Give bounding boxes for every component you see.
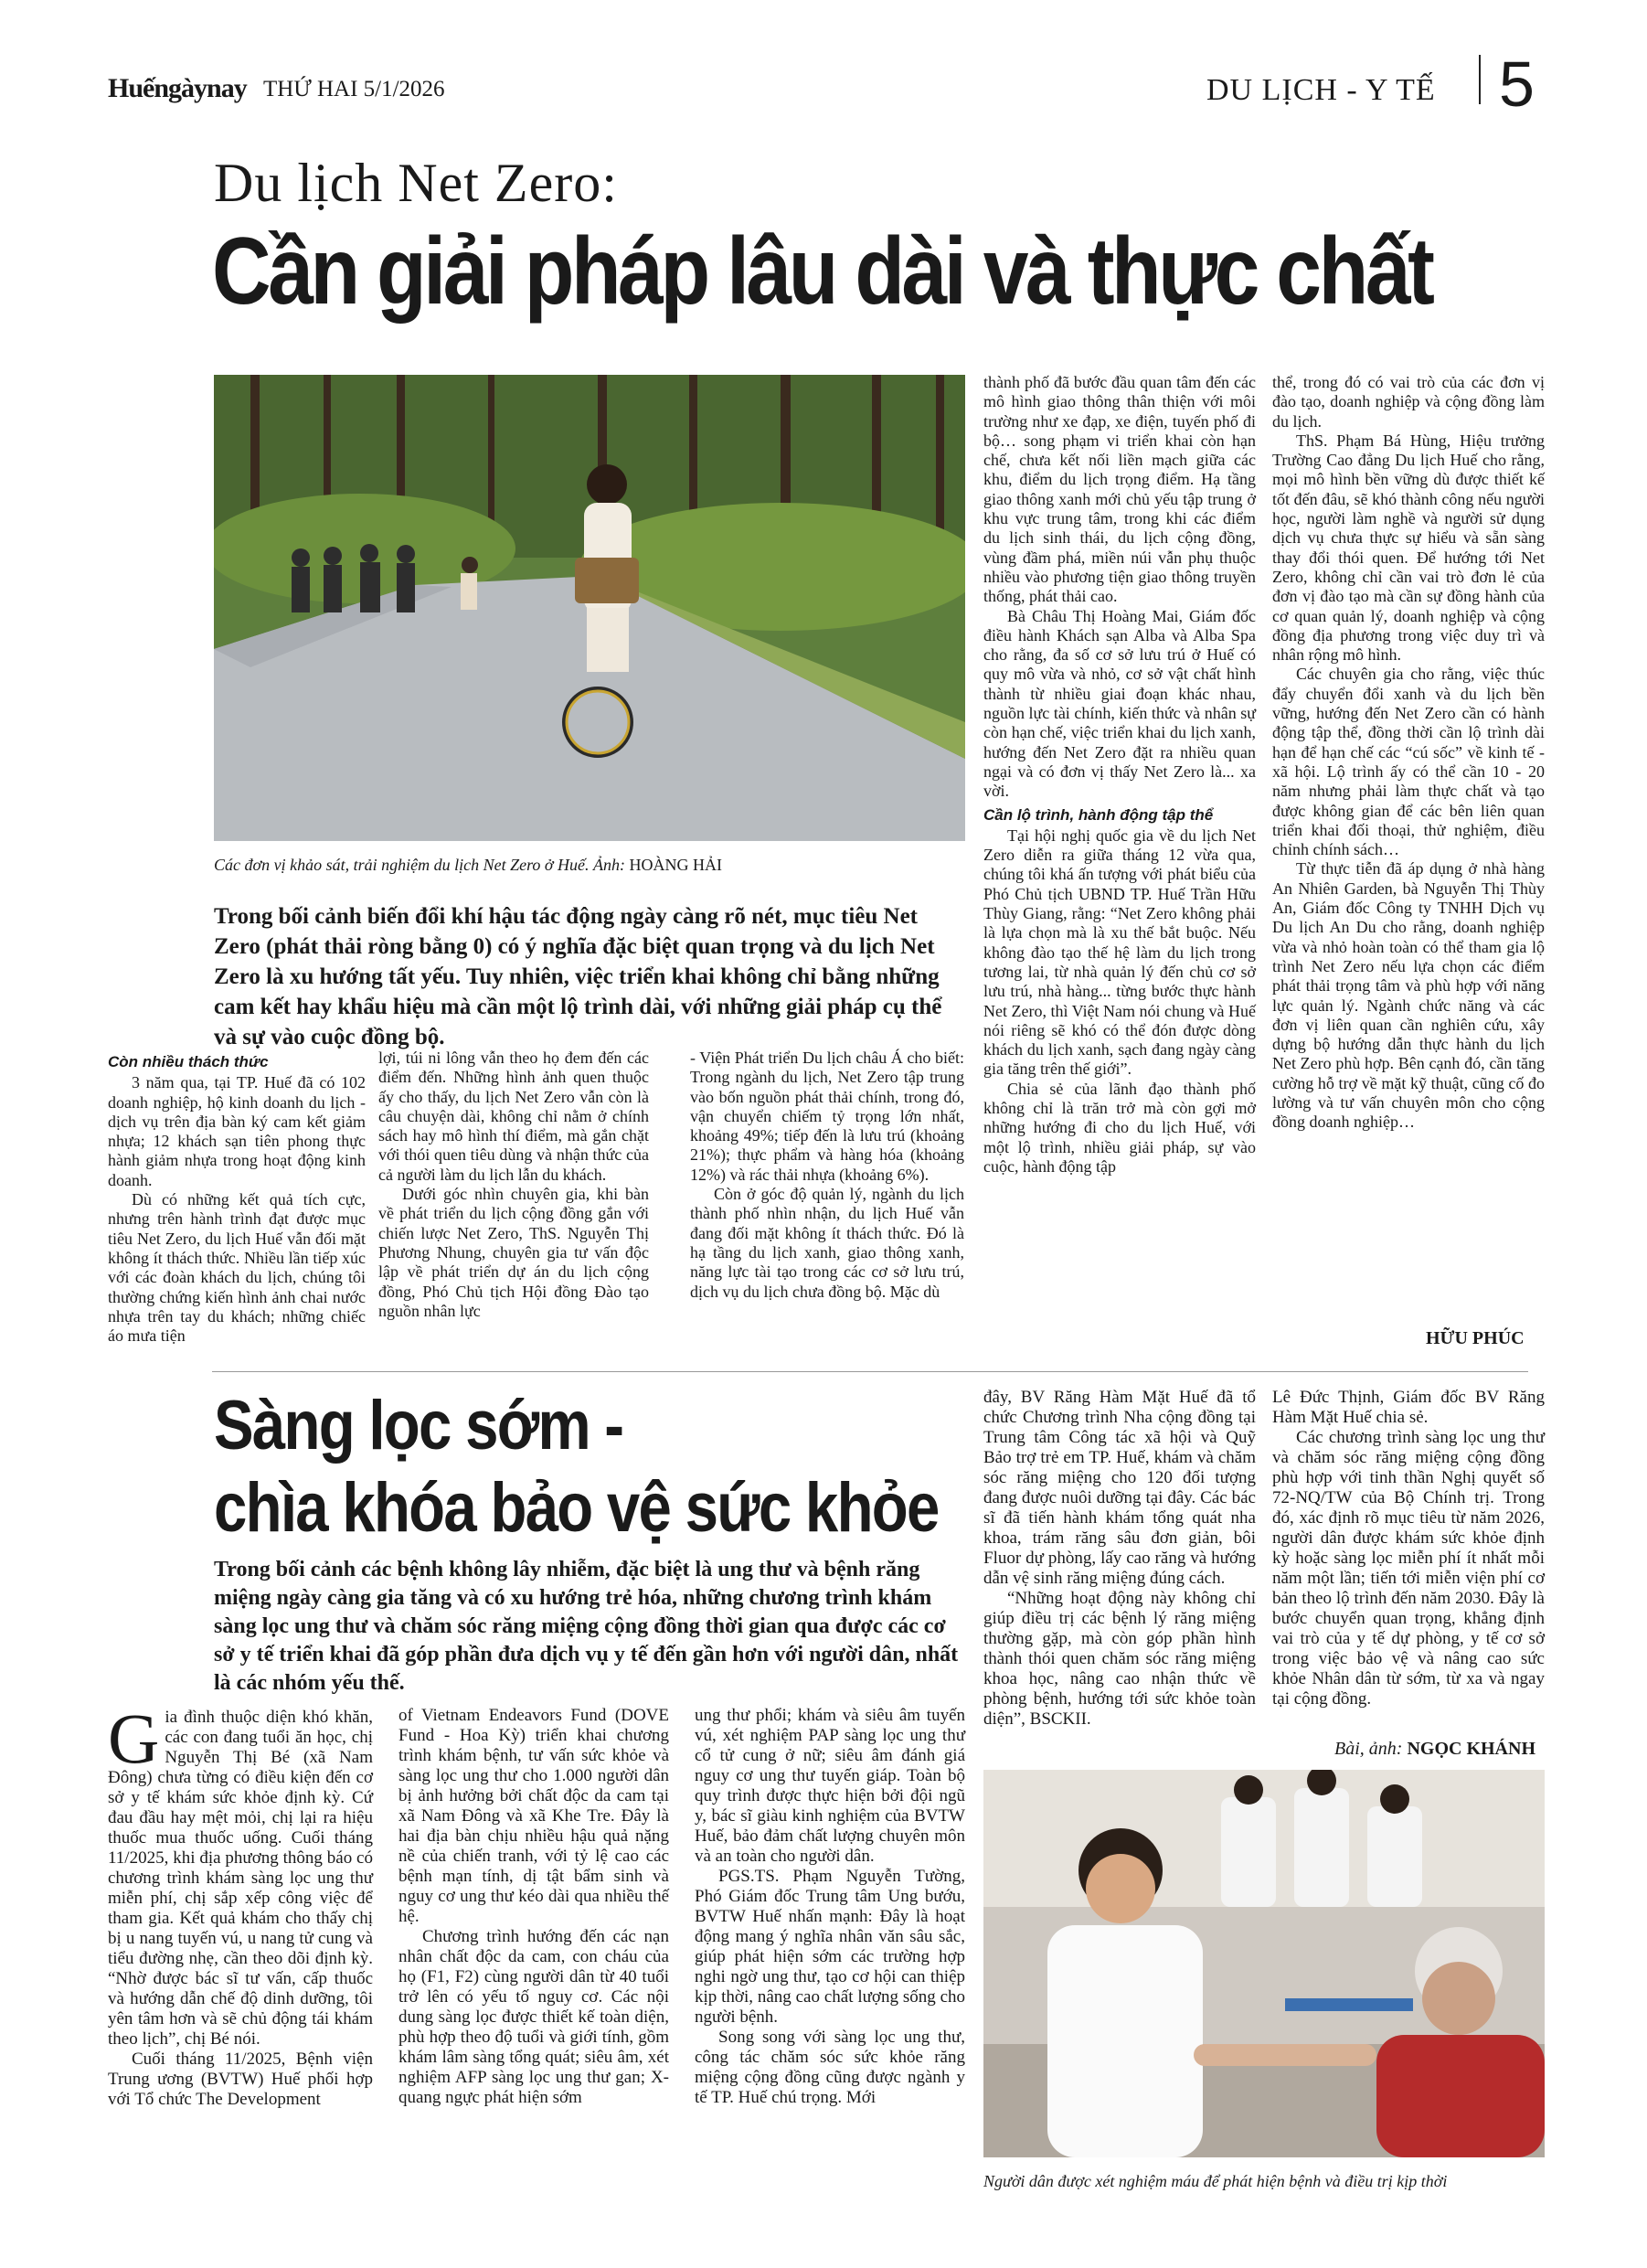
paragraph: 3 năm qua, tại TP. Huế đã có 102 doanh nghiệp, hộ kinh doanh du lịch - dịch vụ trên địa bàn ký cam kết giảm nhựa; 12 khách sạn tiên phong thực hành giảm nhựa trong hoạt động kinh doanh. xyxy=(108,1073,366,1189)
article-divider xyxy=(212,1371,1528,1372)
drop-cap: G xyxy=(108,1698,160,1778)
article2-photo-caption: Người dân được xét nghiệm máu để phát hiện bệnh và điều trị kịp thời xyxy=(983,2172,1448,2190)
article1-column-4 xyxy=(983,373,1256,1177)
paragraph: ThS. Phạm Bá Hùng, Hiệu trưởng Trường Cao đẳng Du lịch Huế cho rằng, mọi mô hình bền vững dù được thiết kế tốt đến đâu, sẽ khó thành công nếu người học, người làm nghề và người sử dụng dịch vụ chưa thực sự hiểu và sẵn sàng thay đổi thói quen. Để hướng tới Net Zero, không chỉ cần vai trò đơn lẻ của đơn vị đào tạo mà cần sự đồng hành của cơ quan quản lý, doanh nghiệp và cộng đồng địa phương trong việc duy trì và nhân rộng mô hình. xyxy=(1272,431,1545,665)
byline-name: NGỌC KHÁNH xyxy=(1407,1739,1535,1759)
paragraph: Tại hội nghị quốc gia về du lịch Net Zero diễn ra giữa tháng 12 vừa qua, chúng tôi khá ấn tượng với phát biểu của Phó Chủ tịch UBND TP. Huế Trần Hữu Thùy Giang, rằng: “Net Zero không phải là lựa chọn mà là xu thế bắt buộc. Nếu không đào tạo thế hệ làm du lịch trong tương lai, từ nhà quản lý đến chủ cơ sở lưu trú, nhà hàng... từng bước thực hành Net Zero, thì Việt Nam nói chung và Huế nói riêng sẽ khó có thể đón được dòng khách du lịch xanh, sạch đang ngày càng gia tăng trên thế giới”. xyxy=(983,825,1257,1079)
article2-column-5 xyxy=(1272,1388,1545,1709)
masthead-logo: Huếngàynay xyxy=(108,73,247,103)
paragraph: Song song với sàng lọc ung thư, công tác chăm sóc sức khỏe răng miệng cộng đồng cũng được ngành y tế TP. Huế chú trọng. Mới xyxy=(695,2028,965,2107)
article1-byline: HỮU PHÚC xyxy=(1426,1328,1525,1348)
article2-lead: Trong bối cảnh các bệnh không lây nhiễm, đặc biệt là ung thư và bệnh răng miệng ngày càng gia tăng và có xu hướng trẻ hóa, những chương trình khám sàng lọc ung thư và chăm sóc răng miệng cộng đồng thời gian qua được các cơ sở y tế triển khai đã góp phần đưa dịch vụ y tế đến gần hơn với người dân, nhất là các nhóm yếu thế. xyxy=(214,1558,959,1695)
article2-photo xyxy=(983,1770,1545,2157)
article1-photo xyxy=(214,375,965,841)
byline-prefix: Bài, ảnh: xyxy=(1334,1739,1403,1759)
issue-date: THỨ HAI 5/1/2026 xyxy=(263,77,445,101)
paragraph: Dù có những kết quả tích cực, nhưng trên hành trình đạt được mục tiêu Net Zero, du lịch Huế vẫn đối mặt không ít thách thức. Nhiều lần tiếp xúc với các đoàn khách du lịch, chúng tôi thường chứng kiến hình ảnh chai nước nhựa trên tay du khách; những chiếc áo mưa tiện xyxy=(108,1190,366,1346)
article2-headline xyxy=(214,1385,939,1549)
paragraph: PGS.TS. Phạm Nguyễn Tường, Phó Giám đốc Trung tâm Ung bướu, BVTW Huế nhấn mạnh: Đây là hoạt động mang ý nghĩa nhân văn sâu sắc, giúp phát hiện sớm các trường hợp nghi ngờ ung thư, tạo cơ hội can thiệp kịp thời, nâng cao chất lượng sống cho người bệnh. xyxy=(695,1867,965,2027)
subhead-roadmap: Cần lộ trình, hành động tập thể xyxy=(983,805,1214,824)
paragraph: Các chuyên gia cho rằng, việc thúc đẩy chuyển đổi xanh và du lịch bền vững, hướng đến Net Zero cần có hành động tập thể, đồng thời cần lộ trình dài hạn để hạn chế các “cú sốc” về kinh tế - xã hội. Lộ trình ấy có thể cần 10 - 20 năm nhưng phải làm thực chất và tạo được không gian để các bên liên quan triển khai đối thoại, thử nghiệm, điều chỉnh chính sách… xyxy=(1272,665,1545,859)
article2-column-1 xyxy=(108,1698,373,2110)
paragraph: Còn ở góc độ quản lý, ngành du lịch thành phố nhìn nhận, du lịch Huế vẫn đang đối mặt không ít thách thức. Đó là hạ tầng du lịch xanh, giao thông xanh, năng lực tài tạo trong các cơ sở lưu trú, dịch vụ du lịch chưa đồng bộ. Mặc dù xyxy=(690,1185,964,1301)
paragraph: thành phố đã bước đầu quan tâm đến các mô hình giao thông thân thiện với môi trường như xe đạp, xe điện, tuyến phố đi bộ… song phạm vi triển khai còn hạn chế, chưa kết nối liền mạch giữa các khu, điểm du lịch trọng điểm. Hạ tầng giao thông xanh mới chủ yếu tập trung ở khu vực trung tâm, trong khi các điểm du lịch sinh thái, du lịch cộng đồng, vùng đầm phá, miền núi vẫn phụ thuộc nhiều vào phương tiện giao thông truyền thống, phát thải cao. xyxy=(983,373,1256,606)
subhead-challenges: Còn nhiều thách thức xyxy=(108,1053,269,1070)
paragraph: đây, BV Răng Hàm Mặt Huế đã tổ chức Chương trình Nha cộng đồng tại Trung tâm Công tác xã hội và Quỹ Bảo trợ trẻ em TP. Huế, khám và chăm sóc răng miệng cho 120 đối tượng đang được nuôi dưỡng tại đây. Các bác sĩ đã tiến hành khám tổng quát nha khoa, trám răng sâu đơn giản, bôi Fluor dự phòng, lấy cao răng và hướng dẫn vệ sinh răng miệng đúng cách. xyxy=(983,1388,1256,1588)
article2-column-4 xyxy=(983,1388,1256,1730)
paragraph: Cuối tháng 11/2025, Bệnh viện Trung ương (BVTW) Huế phối hợp với Tổ chức The Development xyxy=(108,2050,373,2109)
article1-column-5 xyxy=(1272,373,1545,1133)
article1-kicker: Du lịch Net Zero: xyxy=(214,153,618,213)
paragraph: lợi, túi ni lông vẫn theo họ đem đến các điểm đến. Những hình ảnh quen thuộc ấy cho thấy, du lịch Net Zero vẫn còn là câu chuyện dài, không chỉ nằm ở chính sách hay mô hình thí điểm, mà gắn chặt với thói quen tiêu dùng và nhận thức của cả người làm du lịch lẫn du khách. xyxy=(378,1049,649,1184)
article2-column-3 xyxy=(695,1706,965,2108)
headline-line-1: Sàng lọc sớm - xyxy=(214,1387,623,1464)
headline-line-2: chìa khóa bảo vệ sức khỏe xyxy=(214,1469,939,1547)
header-divider xyxy=(1479,55,1481,104)
article1-column-2 xyxy=(378,1049,649,1321)
paragraph: ung thư phổi; khám và siêu âm tuyến vú, xét nghiệm PAP sàng lọc ung thư cổ tử cung ở nữ; siêu âm đánh giá nguy cơ ung thư tuyến giáp. Toàn bộ quy trình được thực hiện bởi đội ngũ y, bác sĩ giàu kinh nghiệm của BVTW Huế, bảo đảm chất lượng chuyên môn và an toàn cho người dân. xyxy=(695,1706,965,1866)
paragraph: Các chương trình sàng lọc ung thư và chăm sóc răng miệng cộng đồng phù hợp với tinh thần Nghị quyết số 72-NQ/TW của Bộ Chính trị. Trong đó, xác định rõ mục tiêu từ năm 2026, người dân được khám sức khỏe định kỳ hoặc sàng lọc miễn phí ít nhất mỗi năm một lần; tiến tới miễn viện phí cơ bản theo lộ trình đến năm 2030. Đây là bước chuyển quan trọng, khẳng định vai trò của y tế dự phòng, y tế cơ sở trong việc bảo vệ và nâng cao sức khỏe Nhân dân từ sớm, từ xa và ngay tại cộng đồng. xyxy=(1272,1428,1545,1709)
paragraph: Bà Châu Thị Hoàng Mai, Giám đốc điều hành Khách sạn Alba và Alba Spa cho rằng, đa số cơ sở lưu trú ở Huế có quy mô vừa và nhỏ, cơ sở vật chất hình thành từ nhiều giai đoạn khác nhau, nguồn lực tài chính, kiến thức và nhân sự còn hạn chế, việc triển khai du lịch xanh, hướng đến Net Zero đặt ra nhiều quan ngại và có đơn vị thấy Net Zero là... xa vời. xyxy=(983,606,1256,801)
paragraph: Dưới góc nhìn chuyên gia, khi bàn về phát triển du lịch cộng đồng gắn với chiến lược Net Zero, ThS. Nguyễn Thị Phương Nhung, chuyên gia tư vấn độc lập về phát triển dự án du lịch cộng đồng, Phó Chủ tịch Hội đồng Đào tạo nguồn nhân lực xyxy=(378,1185,649,1320)
blood-test-illustration xyxy=(983,1770,1545,2157)
article1-column-3 xyxy=(690,1049,964,1302)
paragraph: ia đình thuộc diện khó khăn, các con đang tuổi ăn học, chị Nguyễn Thị Bé (xã Nam Đông) chưa từng có điều kiện đến cơ sở y tế khám sức khỏe định kỳ. Cứ đau đầu hay mệt mỏi, chị lại ra hiệu thuốc mua thuốc uống. Cuối tháng 11/2025, khi địa phương thông báo có chương trình khám sàng lọc ung thư miễn phí, chị sắp xếp công việc để tham gia. Kết quả khám cho thấy chị bị u nang tuyến vú, u nang tử cung và tiểu đường nhẹ, cần theo dõi định kỳ. “Nhờ được bác sĩ tư vấn, cấp thuốc và hướng dẫn chế độ dinh dưỡng, tôi yên tâm hơn và sẽ chủ động tái khám theo lịch”, chị Bé nói. xyxy=(108,1708,373,2049)
article2-column-2 xyxy=(398,1706,669,2108)
paragraph: “Những hoạt động này không chỉ giúp điều trị các bệnh lý răng miệng thường gặp, mà còn góp phần hình thành thói quen chăm sóc răng miệng khoa học, nâng cao nhận thức về phòng bệnh, hướng tới sức khỏe toàn diện”, BSCKII. xyxy=(983,1589,1256,1729)
paragraph: Lê Đức Thịnh, Giám đốc BV Răng Hàm Mặt Huế chia sẻ. xyxy=(1272,1388,1545,1427)
caption-text: Các đơn vị khảo sát, trải nghiệm du lịch Net Zero ở Huế. Ảnh: xyxy=(214,856,625,874)
section-label: DU LỊCH - Y TẾ xyxy=(1206,73,1436,107)
article1-column-1 xyxy=(108,1049,366,1346)
masthead xyxy=(108,73,247,104)
paragraph: Chia sẻ của lãnh đạo thành phố không chỉ là trăn trở mà còn gợi mở những hướng đi cho du lịch Huế, với một lộ trình, nhiều giải pháp, sự vào cuộc, hành động tập xyxy=(983,1079,1256,1176)
article1-photo-caption xyxy=(214,856,965,875)
article2-byline xyxy=(1334,1739,1535,1760)
cycling-park-illustration xyxy=(214,375,965,841)
paragraph: thể, trong đó có vai trò của các đơn vị đào tạo, doanh nghiệp và cộng đồng làm du lịch. xyxy=(1272,373,1545,431)
paragraph: of Vietnam Endeavors Fund (DOVE Fund - Hoa Kỳ) triển khai chương trình khám bệnh, tư vấn sức khỏe và sàng lọc ung thư cho 1.000 người dân bị ảnh hưởng bởi chất độc da cam tại xã Nam Đông và xã Khe Tre. Đây là hai địa bàn chịu nhiều hậu quả nặng nề của chiến tranh, với tỷ lệ cao các bệnh mạn tính, dị tật bẩm sinh và nguy cơ ung thư kéo dài qua nhiều thế hệ. xyxy=(398,1706,669,1926)
paragraph: Từ thực tiễn đã áp dụng ở nhà hàng An Nhiên Garden, bà Nguyễn Thị Thùy An, Giám đốc Công ty TNHH Dịch vụ Du lịch An Du cho rằng, doanh nghiệp vừa và nhỏ hoàn toàn có thể tham gia lộ trình Net Zero nếu lựa chọn các điểm phát thải trọng tâm và phù hợp với năng lực quản lý. Ngành chức năng và các đơn vị liên quan cần nghiên cứu, xây dựng bộ hướng dẫn thực hành du lịch Net Zero phù hợp. Bên cạnh đó, cần tăng cường hỗ trợ về mặt kỹ thuật, cũng cố đo lường và tư vấn chuyên môn cho cộng đồng doanh nghiệp… xyxy=(1272,859,1545,1132)
paragraph: Chương trình hướng đến các nạn nhân chất độc da cam, con cháu của họ (F1, F2) cùng người dân từ 40 tuổi trở lên có yếu tố nguy cơ. Các nội dung sàng lọc được thiết kế toàn diện, phù hợp theo độ tuổi và giới tính, gồm khám lâm sàng tổng quát; siêu âm, xét nghiệm AFP sàng lọc ung thư gan; X-quang ngực phát hiện sớm xyxy=(398,1927,669,2107)
article1-headline: Cần giải pháp lâu dài và thực chất xyxy=(212,218,1432,325)
article1-lead: Trong bối cảnh biến đổi khí hậu tác động ngày càng rõ nét, mục tiêu Net Zero (phát thải ròng bằng 0) có ý nghĩa đặc biệt quan trọng và du lịch Net Zero là xu hướng tất yếu. Tuy nhiên, việc triển khai không chỉ bằng những cam kết hay khẩu hiệu mà cần một lộ trình dài, với những giải pháp cụ thể và sự vào cuộc đồng bộ. xyxy=(214,904,942,1049)
paragraph: - Viện Phát triển Du lịch châu Á cho biết: Trong ngành du lịch, Net Zero tập trung vào bốn nguồn phát thải chính, trong đó, vận chuyển chiếm tỷ trọng lớn nhất, khoảng 49%; tiếp đến là lưu trú (khoảng 21%); thực phẩm và hàng hóa (khoảng 12%) và rác thải nhựa (khoảng 6%). xyxy=(690,1049,964,1184)
page-number: 5 xyxy=(1499,48,1535,120)
photo-credit: HOÀNG HẢI xyxy=(629,856,722,874)
